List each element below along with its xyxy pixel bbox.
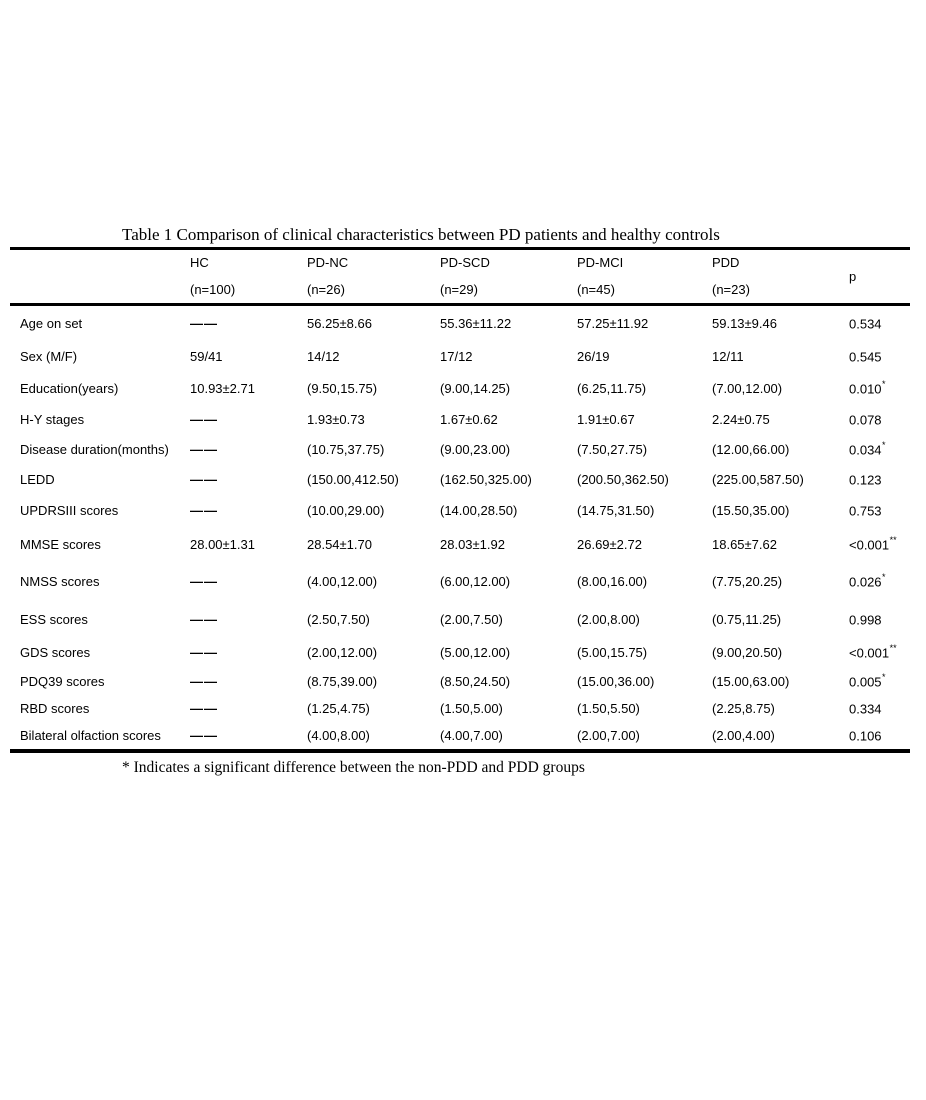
- table-row: [10, 306, 910, 340]
- table-cell: 28.00±1.31: [190, 536, 255, 552]
- row-label: LEDD: [20, 471, 55, 487]
- table-cell: 10.93±2.71: [190, 380, 255, 396]
- p-value: 0.545: [849, 349, 882, 365]
- p-value-cell: [849, 502, 910, 518]
- table-cell: (4.00,7.00): [440, 728, 503, 743]
- row-label: Education(years): [20, 380, 119, 396]
- p-value-cell: [849, 727, 910, 743]
- header-cell-pd-scd: [440, 250, 577, 303]
- row-label: RBD scores: [20, 701, 90, 716]
- table-cell: (15.00,63.00): [712, 673, 790, 689]
- table-cell: ——: [190, 471, 218, 487]
- row-label: Disease duration(months): [20, 442, 169, 457]
- table-cell: ——: [190, 728, 218, 743]
- table-cell: (10.75,37.75): [307, 442, 385, 457]
- table-cell: (2.00,12.00): [307, 644, 378, 660]
- table-row: [10, 435, 910, 464]
- table-cell: (162.50,325.00): [440, 471, 532, 487]
- row-label: Age on set: [20, 315, 83, 331]
- table-cell: ——: [190, 644, 218, 660]
- table-row: [10, 667, 910, 695]
- table-header-row: [10, 250, 910, 306]
- table-cell: 28.03±1.92: [440, 536, 505, 552]
- p-value-cell: [849, 700, 910, 716]
- column-sub-label: (n=29): [440, 281, 478, 297]
- significance-asterisk: **: [889, 642, 897, 653]
- table-cell: ——: [190, 412, 218, 427]
- table-cell: 56.25±8.66: [307, 315, 372, 331]
- row-label: Sex (M/F): [20, 348, 78, 364]
- column-label: PD-MCI: [577, 255, 624, 271]
- column-sub-label: (n=45): [577, 281, 615, 297]
- table-cell: (8.00,16.00): [577, 574, 648, 589]
- p-value-cell: [849, 644, 910, 660]
- column-label: PD-SCD: [440, 255, 490, 271]
- table-row: [10, 695, 910, 722]
- table-cell: (9.00,20.50): [712, 644, 783, 660]
- row-label: UPDRSIII scores: [20, 502, 119, 518]
- table-cell: (6.00,12.00): [440, 574, 511, 589]
- table-cell: (8.75,39.00): [307, 673, 378, 689]
- table-cell: 17/12: [440, 348, 473, 364]
- header-cell-pd-nc: [307, 250, 440, 303]
- header-cell-pdd: [712, 250, 849, 303]
- p-value: 0.005: [849, 674, 882, 690]
- column-label: PD-NC: [307, 255, 349, 271]
- column-sub-label: (n=100): [190, 281, 236, 297]
- p-value-cell: [849, 380, 910, 396]
- p-value-cell: [849, 536, 910, 552]
- column-label: HC: [190, 255, 209, 271]
- table-body: [10, 306, 910, 749]
- table-cell: (4.00,12.00): [307, 574, 378, 589]
- table-cell: 26.69±2.72: [577, 536, 642, 552]
- table-cell: (150.00,412.50): [307, 471, 399, 487]
- significance-asterisk: *: [882, 378, 886, 389]
- significance-asterisk: *: [882, 671, 886, 682]
- header-cell-p: [849, 250, 910, 303]
- p-value-cell: [849, 411, 910, 427]
- table-cell: ——: [190, 673, 218, 689]
- table-cell: 59.13±9.46: [712, 315, 777, 331]
- table-cell: 2.24±0.75: [712, 412, 770, 427]
- table-cell: (1.50,5.00): [440, 701, 503, 716]
- table-row: [10, 637, 910, 667]
- row-label: GDS scores: [20, 644, 91, 660]
- p-value: 0.010: [849, 381, 882, 397]
- table-cell: ——: [190, 611, 218, 627]
- table-cell: (225.00,587.50): [712, 471, 804, 487]
- p-value-cell: [849, 573, 910, 589]
- table-cell: 57.25±11.92: [577, 315, 649, 331]
- column-sub-label: (n=26): [307, 281, 345, 297]
- row-label: PDQ39 scores: [20, 673, 105, 689]
- table-cell: (10.00,29.00): [307, 502, 385, 518]
- table-cell: ——: [190, 315, 218, 331]
- significance-asterisk: **: [889, 534, 897, 545]
- table-cell: (2.25,8.75): [712, 701, 775, 716]
- table-row: [10, 340, 910, 372]
- significance-asterisk: *: [882, 440, 886, 451]
- p-value: 0.034: [849, 442, 882, 458]
- table-cell: 55.36±11.22: [440, 315, 512, 331]
- table-cell: 12/11: [712, 348, 744, 364]
- table-row: [10, 464, 910, 494]
- table-cell: 26/19: [577, 348, 610, 364]
- row-label: MMSE scores: [20, 536, 101, 552]
- significance-asterisk: *: [882, 572, 886, 583]
- table-cell: ——: [190, 574, 218, 589]
- table-cell: ——: [190, 502, 218, 518]
- table-cell: 1.93±0.73: [307, 412, 365, 427]
- p-value: 0.106: [849, 728, 882, 744]
- column-label: p: [849, 268, 857, 284]
- table-row: [10, 562, 910, 601]
- table-cell: (2.50,7.50): [307, 611, 370, 627]
- table-cell: (200.50,362.50): [577, 471, 669, 487]
- table-cell: (5.00,15.75): [577, 644, 648, 660]
- table-cell: (0.75,11.25): [712, 611, 782, 627]
- table-cell: (15.00,36.00): [577, 673, 655, 689]
- table-cell: 59/41: [190, 348, 223, 364]
- row-label: NMSS scores: [20, 574, 100, 589]
- table-cell: (14.75,31.50): [577, 502, 655, 518]
- header-cell-empty: [20, 250, 190, 303]
- p-value-cell: [849, 673, 910, 689]
- table-row: [10, 372, 910, 404]
- table-cell: (9.00,23.00): [440, 442, 511, 457]
- p-value: 0.998: [849, 612, 882, 628]
- table-cell: (2.00,7.00): [577, 728, 640, 743]
- table-cell: (2.00,4.00): [712, 728, 775, 743]
- table-cell: 28.54±1.70: [307, 536, 372, 552]
- header-cell-pd-mci: [577, 250, 712, 303]
- p-value: <0.001: [849, 645, 890, 661]
- p-value: 0.026: [849, 574, 882, 590]
- row-label: H-Y stages: [20, 412, 85, 427]
- table-title: Table 1 Comparison of clinical characteristics between PD patients and healthy controls: [122, 225, 720, 244]
- p-value: 0.078: [849, 412, 882, 428]
- table-row: [10, 494, 910, 526]
- header-cell-hc: [190, 250, 307, 303]
- table-cell: (9.00,14.25): [440, 380, 511, 396]
- p-value-cell: [849, 315, 910, 331]
- table-cell: (1.50,5.50): [577, 701, 640, 716]
- table-cell: (14.00,28.50): [440, 502, 518, 518]
- table-cell: (7.75,20.25): [712, 574, 783, 589]
- table-cell: (8.50,24.50): [440, 673, 511, 689]
- p-value: <0.001: [849, 537, 890, 553]
- table-cell: ——: [190, 442, 218, 457]
- p-value: 0.123: [849, 472, 882, 488]
- p-value-cell: [849, 441, 910, 457]
- p-value: 0.534: [849, 316, 882, 332]
- clinical-characteristics-table: [10, 247, 910, 753]
- table-cell: (15.50,35.00): [712, 502, 790, 518]
- table-row: [10, 404, 910, 435]
- p-value: 0.753: [849, 503, 882, 519]
- table-row: [10, 601, 910, 637]
- row-label: ESS scores: [20, 611, 88, 627]
- table-cell: 18.65±7.62: [712, 536, 777, 552]
- table-cell: (12.00,66.00): [712, 442, 790, 457]
- table-cell: (6.25,11.75): [577, 380, 647, 396]
- p-value: 0.334: [849, 701, 882, 717]
- p-value-cell: [849, 348, 910, 364]
- table-cell: (7.50,27.75): [577, 442, 648, 457]
- p-value-cell: [849, 471, 910, 487]
- row-label: Bilateral olfaction scores: [20, 728, 161, 743]
- column-sub-label: (n=23): [712, 281, 750, 297]
- table-cell: (4.00,8.00): [307, 728, 370, 743]
- column-label: PDD: [712, 255, 740, 271]
- table-cell: (9.50,15.75): [307, 380, 378, 396]
- table-cell: (1.25,4.75): [307, 701, 370, 716]
- p-value-cell: [849, 611, 910, 627]
- table-cell: 1.67±0.62: [440, 412, 498, 427]
- table-cell: (2.00,7.50): [440, 611, 503, 627]
- table-cell: ——: [190, 701, 218, 716]
- table-row: [10, 526, 910, 562]
- table-cell: 1.91±0.67: [577, 412, 635, 427]
- table-cell: (7.00,12.00): [712, 380, 783, 396]
- table-footnote: * Indicates a significant difference between the non-PDD and PDD groups: [122, 759, 585, 776]
- table-row: [10, 722, 910, 749]
- table-cell: 14/12: [307, 348, 340, 364]
- table-cell: (5.00,12.00): [440, 644, 511, 660]
- table-cell: (2.00,8.00): [577, 611, 640, 627]
